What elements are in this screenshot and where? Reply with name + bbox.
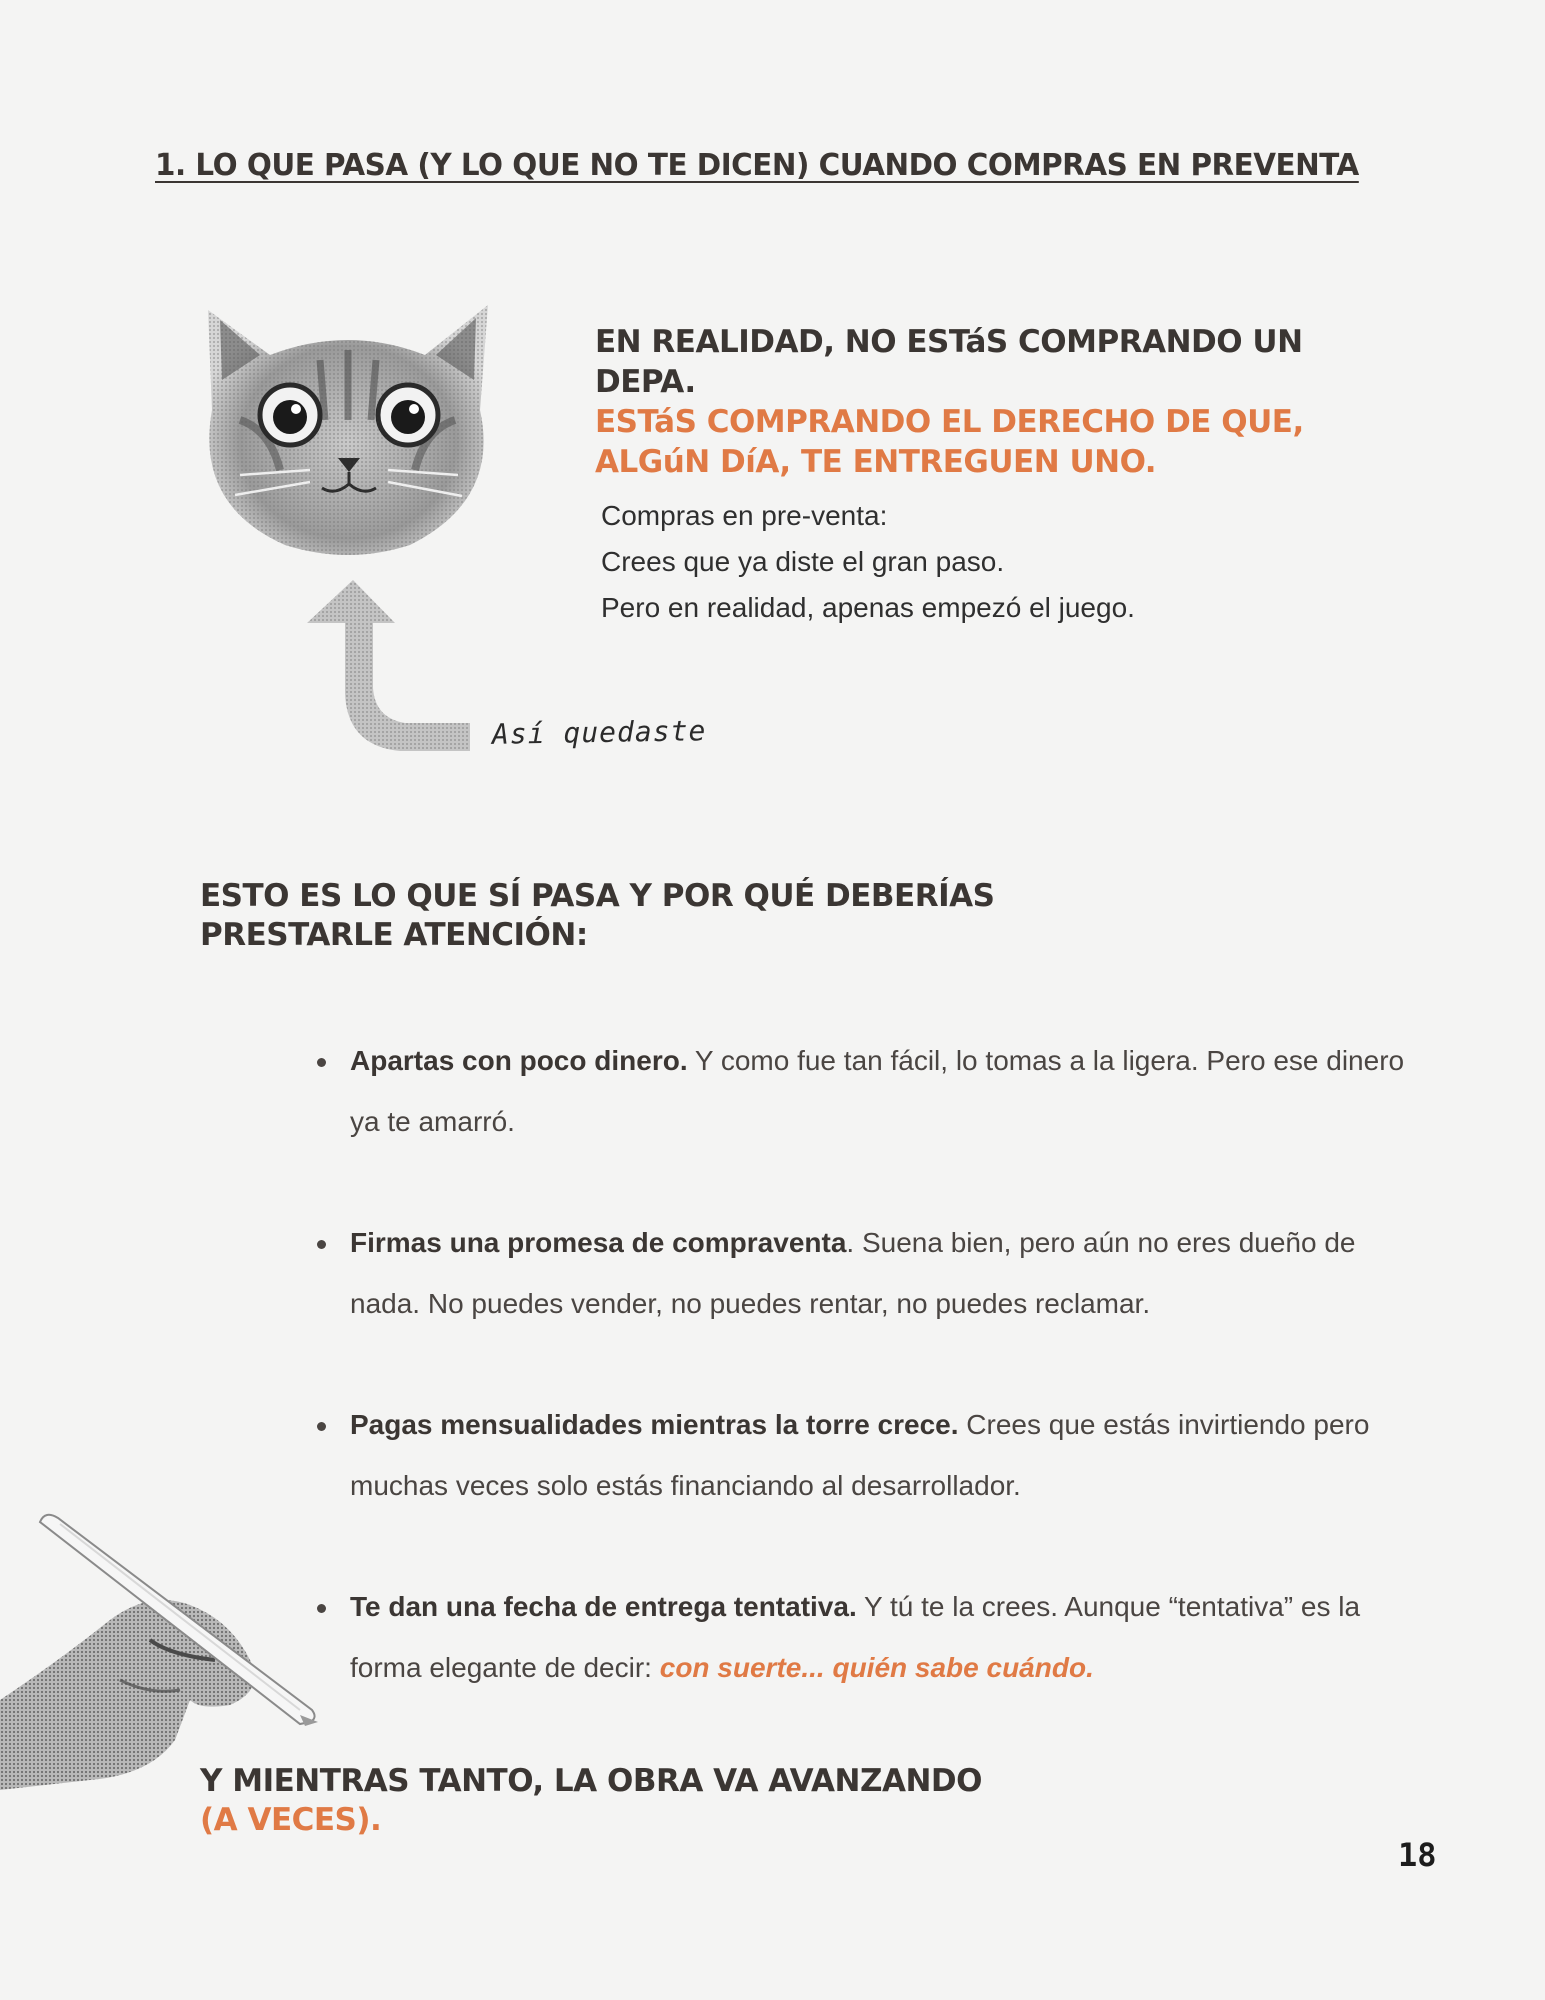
headline-accent-line-1: ESTáS COMPRANDO EL DERECHO DE QUE, <box>595 404 1304 440</box>
subheading-line-2: PRESTARLE ATENCIÓN: <box>200 917 588 953</box>
hero-headline <box>595 322 1395 482</box>
arrow-caption: Así quedaste <box>491 714 707 751</box>
intro-text <box>601 493 1135 631</box>
bullet-text: Y como fue tan fácil, lo tomas a la ligera. Pero ese dinero ya te amarró. <box>350 1045 1405 1137</box>
section-heading: 1. LO QUE PASA (Y LO QUE NO TE DICEN) CUANDO COMPRAS EN PREVENTA <box>155 148 1359 183</box>
intro-line: Pero en realidad, apenas empezó el juego. <box>601 592 1135 623</box>
subheading-line-1: ESTO ES LO QUE SÍ PASA Y POR QUÉ DEBERÍAS <box>200 878 995 914</box>
headline-line-1: EN REALIDAD, NO ESTáS COMPRANDO UN DEPA. <box>595 324 1303 400</box>
list-item <box>312 1212 1412 1334</box>
bullet-bold: Te dan una fecha de entrega tentativa. <box>350 1591 857 1622</box>
bullet-text: . Suena bien, pero aún no eres dueño de nada. No puedes vender, no puedes rentar, no puedes reclamar. <box>350 1227 1356 1319</box>
cat-face-illustration <box>200 300 495 560</box>
list-item <box>312 1394 1412 1516</box>
closing-accent: (A VECES). <box>200 1802 382 1838</box>
page-number: 18 <box>1398 1836 1437 1874</box>
bullet-bold: Firmas una promesa de compraventa <box>350 1227 847 1258</box>
bullet-accent: con suerte... quién sabe cuándo. <box>659 1652 1094 1683</box>
up-arrow-icon <box>305 578 475 753</box>
intro-line: Crees que ya diste el gran paso. <box>601 546 1005 577</box>
bullet-text: Crees que estás invirtiendo pero muchas veces solo estás financiando al desarrollador. <box>350 1409 1370 1501</box>
closing-line-1: Y MIENTRAS TANTO, LA OBRA VA AVANZANDO <box>200 1763 982 1799</box>
intro-line: Compras en pre-venta: <box>601 500 888 531</box>
subheading <box>200 877 994 955</box>
list-item <box>312 1576 1412 1698</box>
closing-heading <box>200 1762 982 1840</box>
bullet-bold: Pagas mensualidades mientras la torre crece. <box>350 1409 959 1440</box>
hand-holding-pen-illustration <box>0 1510 330 1790</box>
bullet-text: Y tú te la crees. Aunque “tentativa” es la forma elegante de decir: <box>350 1591 1361 1683</box>
headline-accent-line-2: ALGúN DíA, TE ENTREGUEN UNO. <box>595 444 1157 480</box>
bullet-bold: Apartas con poco dinero. <box>350 1045 688 1076</box>
bullet-list <box>312 1030 1412 1758</box>
list-item <box>312 1030 1412 1152</box>
